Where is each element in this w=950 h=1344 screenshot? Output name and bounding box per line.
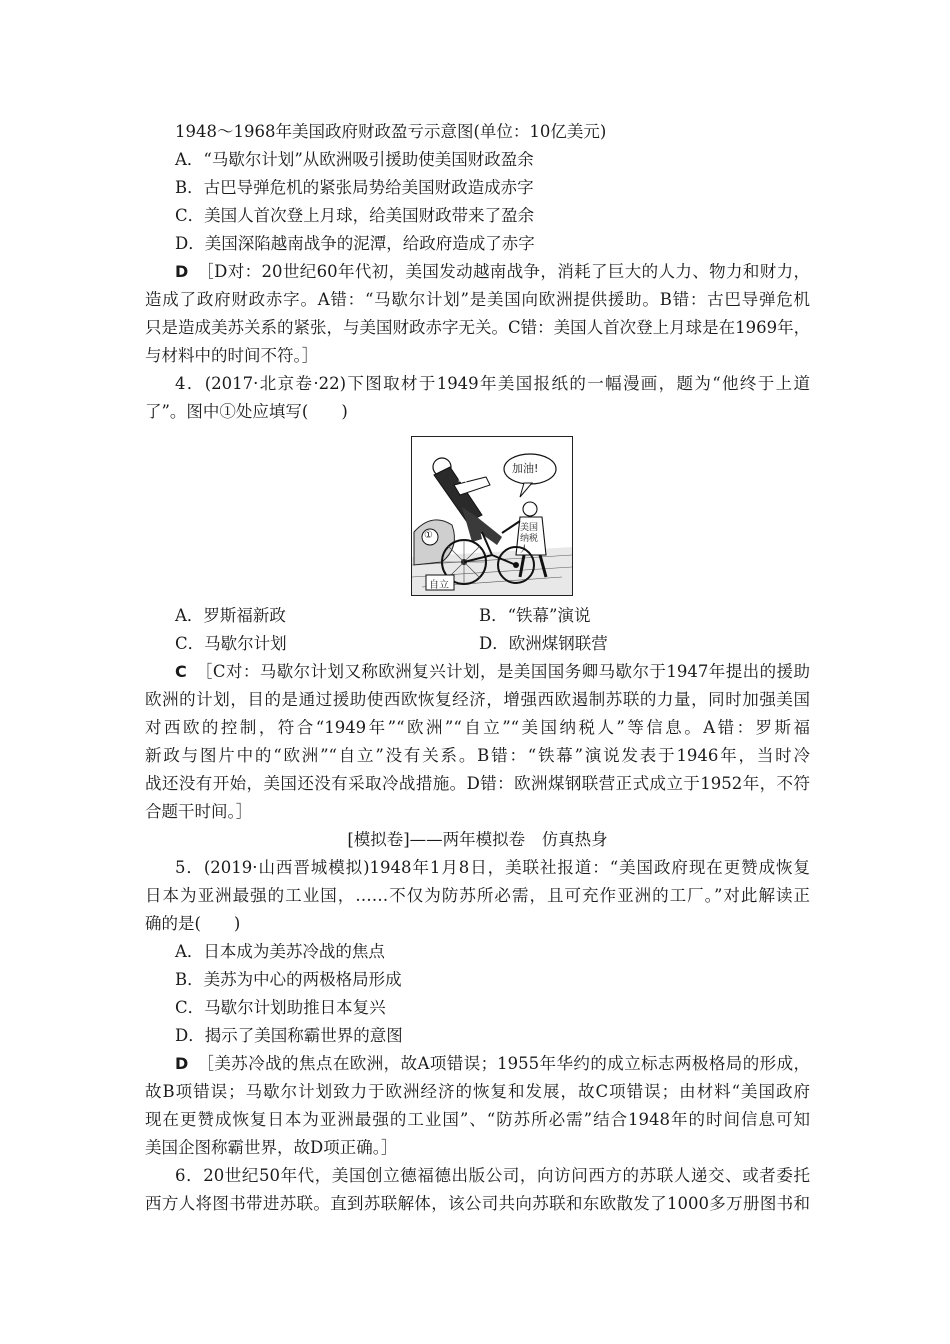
q4-explanation-line: 合题干时间。］ [145, 802, 253, 821]
q6-stem-line: 6．20世纪50年代，美国创立德福德出版公司，向访问西方的苏联人递交、或者委托 [175, 1166, 810, 1185]
q4-options-row [145, 630, 810, 658]
q3-answer: D [175, 262, 189, 281]
q5-explanation-line: D ［美苏冷战的焦点在欧洲，故A项错误；1955年华约的成立标志两极格局的形成， [175, 1054, 810, 1073]
q5-stem-line: 确的是( ) [145, 914, 241, 933]
q4-answer: C [175, 662, 187, 681]
q4-options-row [145, 602, 810, 630]
cartoon-wheel-label: 自立 [429, 580, 449, 591]
q5-option-d: D．揭示了美国称霸世界的意图 [175, 1026, 403, 1045]
q3-explanation-line: 只是造成美苏关系的紧张，与美国财政赤字无关。C错：美国人首次登上月球是在1969年， [145, 318, 810, 337]
cartoon-rider-label: 欧洲 [458, 475, 468, 495]
q5-explanation-line: 现在更赞成恢复日本为亚洲最强的工业国”、“防苏所必需”结合1948年的时间信息可知 [145, 1110, 810, 1129]
q3-explanation-line: 造成了政府财政赤字。A错：“马歇尔计划”是美国向欧洲提供援助。B错：古巴导弹危机 [145, 290, 810, 309]
chart-caption: 1948～1968年美国政府财政盈亏示意图(单位：10亿美元) [175, 122, 607, 141]
q3-option-d: D．美国深陷越南战争的泥潭，给政府造成了赤字 [175, 234, 535, 253]
q5-option-c: C．马歇尔计划助推日本复兴 [175, 998, 386, 1017]
cartoon-circle-label: ① [424, 530, 433, 541]
q3-option-a: A．“马歇尔计划”从欧洲吸引援助使美国财政盈余 [175, 150, 534, 169]
q5-stem-line: 5．(2019·山西晋城模拟)1948年1月8日，美联社报道：“美国政府现在更赞成恢复 [175, 858, 810, 877]
q4-option-d: D．欧洲煤钢联营 [479, 634, 608, 653]
q5-option-b: B．美苏为中心的两极格局形成 [175, 970, 402, 989]
q4-option-b: B．“铁幕”演说 [479, 606, 591, 625]
q3-option-b: B．古巴导弹危机的紧张局势给美国财政造成赤字 [175, 178, 534, 197]
q5-explanation-line: 美国企图称霸世界，故D项正确。］ [145, 1138, 398, 1157]
q4-option-c: C．马歇尔计划 [175, 634, 287, 653]
q5-explanation-line: 故B项错误；马歇尔计划致力于欧洲经济的恢复和发展，故C项错误；由材料“美国政府 [145, 1082, 810, 1101]
q5-answer: D [175, 1054, 189, 1073]
q4-explanation-line: 对西欧的控制，符合“1949年”“欧洲”“自立”“美国纳税人”等信息。A错：罗斯福 [145, 718, 810, 737]
cartoon-speech-text: 加油! [512, 462, 539, 475]
q3-explanation-line: 与材料中的时间不符。］ [145, 346, 319, 365]
q4-explanation-line: C ［C对：马歇尔计划又称欧洲复兴计划，是美国国务卿马歇尔于1947年提出的援助 [175, 662, 810, 681]
cartoon-helper-label: 美国纳税人 [520, 523, 539, 555]
q4-stem-line: 4．(2017·北京卷·22)下图取材于1949年美国报纸的一幅漫画，题为“他终于上道 [175, 374, 810, 393]
q5-option-a: A．日本成为美苏冷战的焦点 [175, 942, 385, 961]
q6-stem-line: 西方人将图书带进苏联。直到苏联解体，该公司共向苏联和东欧散发了1000多万册图书和 [145, 1194, 810, 1213]
section-heading: [模拟卷]——两年模拟卷 仿真热身 [347, 830, 608, 849]
cartoon-image [411, 436, 573, 596]
q4-stem-line: 了”。图中①处应填写( ) [145, 402, 348, 421]
q3-explanation-line: D ［D对：20世纪60年代初，美国发动越南战争，消耗了巨大的人力、物力和财力， [175, 262, 810, 281]
q4-explanation-line: 新政与图片中的“欧洲”“自立”没有关系。B错：“铁幕”演说发表于1946年，当时冷 [145, 746, 810, 765]
q4-option-a: A．罗斯福新政 [175, 606, 286, 625]
q4-explanation-line: 欧洲的计划，目的是通过援助使西欧恢复经济，增强西欧遏制苏联的力量，同时加强美国 [145, 690, 810, 709]
q3-option-c: C．美国人首次登上月球，给美国财政带来了盈余 [175, 206, 535, 225]
q4-explanation-line: 战还没有开始，美国还没有采取冷战措施。D错：欧洲煤钢联营正式成立于1952年，不符 [145, 774, 810, 793]
q5-stem-line: 日本为亚洲最强的工业国，……不仅为防苏所必需，且可充作亚洲的工厂。”对此解读正 [145, 886, 810, 905]
cartoon-figure [145, 426, 810, 602]
document-page [145, 118, 810, 1218]
